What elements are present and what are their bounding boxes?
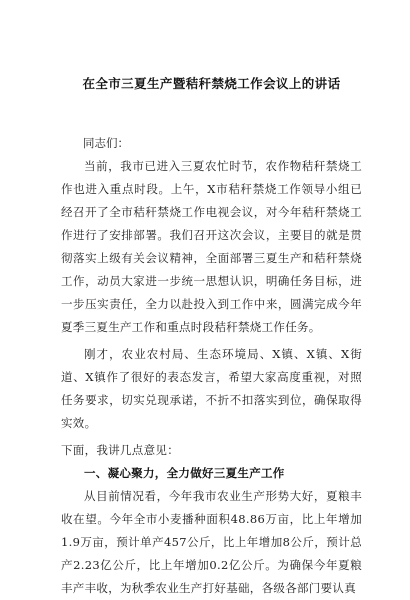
lead-in-text: 下面，我讲几点意见： (61, 443, 179, 457)
body-paragraph-2: 刚才，农业农村局、生态环境局、X镇、X镇、X街道、X镇作了很好的表态发言，希望大家高度重视，对照任务要求，切实兑现承诺，不折不扣落实到位，确保取得实效。 (61, 347, 362, 430)
document-title: 在全市三夏生产暨秸秆禁烧工作会议上的讲话 (82, 76, 341, 91)
section-heading: 一、凝心聚力，全力做好三夏生产工作 (84, 466, 285, 480)
greeting: 同志们： (83, 136, 129, 150)
section-paragraph: 从目前情况看，今年我市农业生产形势大好，夏粮丰收在望。今年全市小麦播种面积48.86万亩，比上年增加1.9万亩，预计单产457公斤，比上年增加8公斤，预计总产2.23亿公斤，比上年增加0.2亿公斤。为确保今年夏粮丰产丰收，为秋季农业生产打好基础，各级各部门要认真 (61, 489, 362, 595)
body-paragraph-1: 当前，我市已进入三夏农忙时节，农作物秸秆禁烧工作也进入重点时段。上午，X市秸秆禁烧工作领导小组已经召开了全市秸秆禁烧工作电视会议，对今年秸秆禁烧工作进行了安排部署。我们召开这次会议，主要目的就是贯彻落实上级有关会议精神，全面部署三夏生产和秸秆禁烧工作，动员大家进一步统一思想认识，明确任务目标，进一步压实责任，全力以赴投入到工作中来，圆满完成今年夏季三夏生产工作和重点时段秸秆禁烧工作任务。 (61, 159, 362, 334)
